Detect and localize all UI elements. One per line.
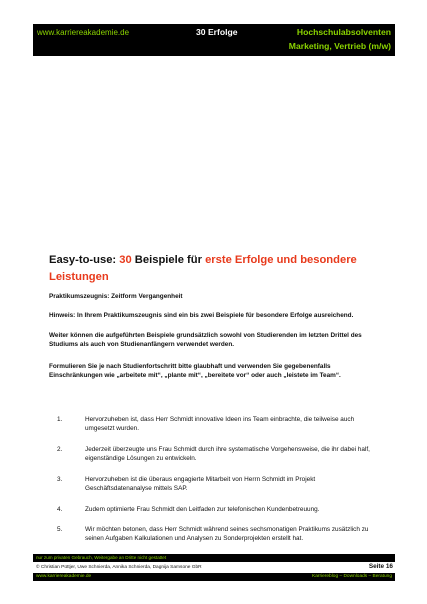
footer-notice: nur zum privaten Gebrauch, Weitergabe an Dritte nicht gestattet	[33, 554, 395, 562]
list-item-text: Hervorzuheben ist die überaus engagierte Mitarbeit von Herrn Schmidt im Projekt Geschäftsdatenanalyse mittels SAP.	[85, 476, 316, 492]
header-title: 30 Erfolge	[196, 27, 238, 37]
list-item-number: 5.	[57, 526, 63, 533]
title-prefix: Easy-to-use:	[49, 254, 120, 266]
page-number: Seite 16	[368, 563, 393, 570]
list-item-number: 3.	[57, 476, 63, 483]
list-item-text: Wir möchten betonen, dass Herr Schmidt während seines sechsmonatigen Praktikums zusätzlich zu seinen Aufgaben Kalkulationen und Analysen zu Sonderprojekten erstellt hat.	[85, 526, 369, 542]
title-middle: Beispiele für	[131, 254, 206, 266]
usage-paragraph: Weiter können die aufgeführten Beispiele grundsätzlich sowohl von Studierenden im letzten Drittel des Studiums als auch von Studienanfängern verwendet werden.	[49, 332, 362, 348]
page-title	[49, 252, 379, 286]
advice-paragraph: Formulieren Sie je nach Studienfortschritt bitte glaubhaft und verwenden Sie gegebenenfalls Einschränkungen wie „arbeitete mit“, „plante mit“, „bereitete vor“ oder auch „leistete im Team“.	[49, 363, 341, 379]
footer-bar	[33, 573, 395, 581]
title-accent: erste Erfolge und besondere Leistungen	[49, 254, 357, 283]
title-number: 30	[119, 254, 132, 266]
list-item-number: 2.	[57, 446, 63, 453]
list-item-number: 1.	[57, 416, 63, 423]
header-target-group: Hochschulabsolventen	[296, 27, 391, 37]
list-item-text: Hervorzuheben ist, dass Herr Schmidt innovative Ideen ins Team einbrachte, die teilweise auch umgesetzt wurden.	[85, 416, 355, 432]
list-item-text: Zudem optimierte Frau Schmidt den Leitfaden zur telefonischen Kundenbetreuung.	[85, 506, 320, 513]
section-heading: Praktikumszeugnis: Zeitform Vergangenheit	[49, 293, 183, 300]
header-site-link[interactable]: www.karriereakademie.de	[37, 28, 130, 37]
header-target-field: Marketing, Vertrieb (m/w)	[288, 41, 391, 51]
footer-site-link[interactable]: www.karriereakademie.de	[36, 574, 92, 579]
footer-copyright: © Christian Püttjer, Uwe Schnierda, Annika Schnierda, Dagnija Samsone GbR	[36, 565, 202, 570]
footer-links[interactable]: Karriereblog – Downloads – Beratung	[312, 574, 392, 579]
list-item-number: 4.	[57, 506, 63, 513]
list-item-text: Jederzeit überzeugte uns Frau Schmidt durch ihre systematische Vorgehensweise, die ihr dabei half, eigenständige Lösungen zu entwickeln.	[85, 446, 370, 462]
hint-paragraph: Hinweis: In Ihrem Praktikumszeugnis sind ein bis zwei Beispiele für besondere Erfolge ausreichend.	[49, 312, 354, 319]
header-bar	[33, 24, 395, 56]
